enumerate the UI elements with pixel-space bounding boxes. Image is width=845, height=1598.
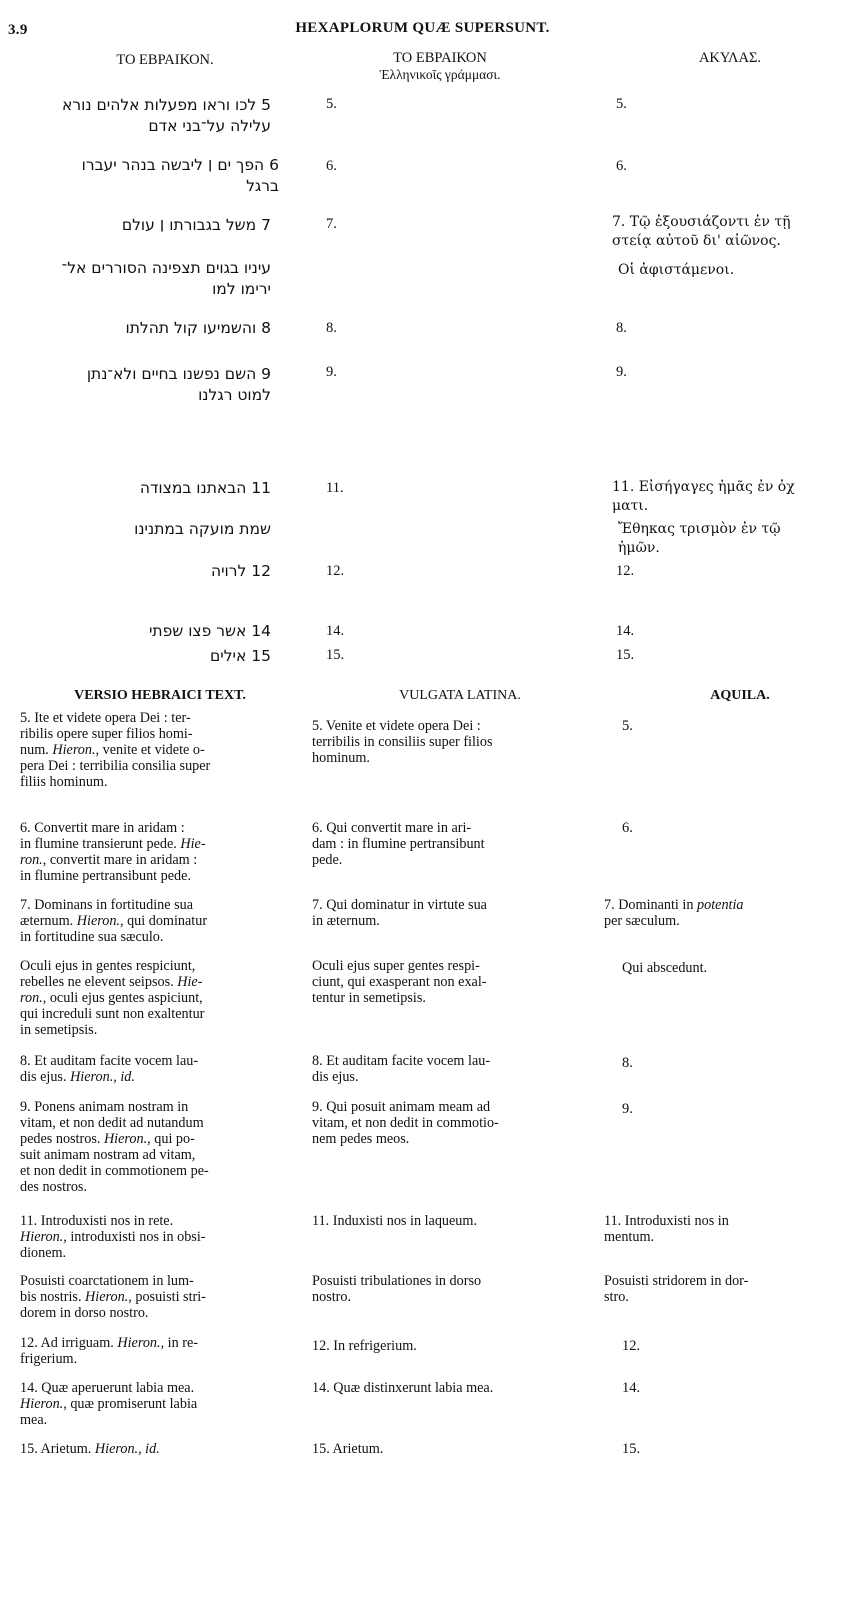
- text-line: Hieron., introduxisti nos in obsi-: [20, 1229, 206, 1245]
- text-line: in semetipsis.: [20, 1022, 98, 1038]
- text-line: 14. Quæ distinxerunt labia mea.: [312, 1380, 494, 1396]
- hebraici-v7: [20, 897, 296, 945]
- text-line: Oculi ejus in gentes respiciunt,: [20, 958, 196, 974]
- hebrew-v5: [1, 95, 271, 137]
- translit-number: 5.: [326, 96, 337, 112]
- heading-hebrew-greek-line2: Ἑλληνικοῖς γράμμασι.: [379, 67, 501, 82]
- text-line: 15. Arietum. Hieron., id.: [20, 1441, 160, 1457]
- text-line: mentum.: [604, 1229, 655, 1245]
- text-line: terribilis in consiliis super filios: [312, 734, 493, 750]
- text-line: per sæculum.: [604, 913, 680, 929]
- vulgata-v7: [312, 897, 590, 929]
- text-line: 9. Qui posuit animam meam ad: [312, 1099, 491, 1115]
- heading-hebrew-greek-letters: [340, 50, 540, 83]
- translit-number: 11.: [326, 480, 344, 496]
- text-line: ciunt, qui exasperant non exal-: [312, 974, 487, 990]
- vulgata-v8: [312, 1053, 590, 1085]
- text-line: dorem in dorso nostro.: [20, 1305, 149, 1321]
- text-line: Qui abscedunt.: [622, 960, 708, 976]
- text-line: 6. Qui convertit mare in ari-: [312, 820, 472, 836]
- text-line: 11. Introduxisti nos in rete.: [20, 1213, 174, 1229]
- aquila-greek-number: 8.: [616, 320, 627, 336]
- page-number: 3.9: [8, 22, 28, 38]
- text-line: nem pedes meos.: [312, 1131, 410, 1147]
- hebrew-v12: 12 לרויה: [210, 562, 271, 580]
- hebrew-line: ברגל: [246, 177, 279, 195]
- text-line: 14. Quæ aperuerunt labia mea.: [20, 1380, 195, 1396]
- text-line: Posuisti tribulationes in dorso: [312, 1273, 482, 1289]
- aquila-latin-number: 15.: [622, 1441, 641, 1457]
- heading-hebrew-text: ΤΟ ΕΒΡΑΙΚΟΝ.: [116, 52, 214, 68]
- vulgata-v15: [312, 1441, 590, 1457]
- text-line: mea.: [20, 1412, 48, 1428]
- aquila-latin-number: 8.: [622, 1055, 633, 1071]
- text-line: 6. Convertit mare in aridam :: [20, 820, 185, 836]
- text-line: 11. Introduxisti nos in: [604, 1213, 729, 1229]
- aquila-latin-number: 6.: [622, 820, 633, 836]
- text-line: qui increduli sunt non exaltentur: [20, 1006, 205, 1022]
- hebraici-v11: [20, 1213, 296, 1261]
- hebrew-v7b: [1, 258, 271, 300]
- text-line: 11. Induxisti nos in laqueum.: [312, 1213, 477, 1229]
- text-line: in flumine pertransibunt pede.: [20, 868, 191, 884]
- aquila-greek-number: 14.: [616, 623, 635, 639]
- hebraici-v15: [20, 1441, 296, 1457]
- greek-line: 7. Τῷ ἐξουσιάζοντι ἐν τῇ: [612, 214, 791, 230]
- text-line: nostro.: [312, 1289, 352, 1305]
- text-line: 12. In refrigerium.: [312, 1338, 417, 1354]
- aquila-latin-number: 12.: [622, 1338, 641, 1354]
- hebrew-v6: [9, 155, 279, 197]
- text-line: 8. Et auditam facite vocem lau-: [20, 1053, 199, 1069]
- hebraici-v14: [20, 1380, 296, 1428]
- aquila-latin-v11b: [604, 1273, 844, 1305]
- greek-line: ἡμῶν.: [618, 540, 660, 556]
- text-line: bis nostris. Hieron., posuisti stri-: [20, 1289, 206, 1305]
- text-line: rebelles ne elevent seipsos. Hie-: [20, 974, 203, 990]
- hebraici-v11b: [20, 1273, 296, 1321]
- text-line: num. Hieron., venite et videte o-: [20, 742, 205, 758]
- hebrew-line: 9 השם נפשנו בחיים ולא־נתן: [86, 365, 271, 383]
- hebrew-v8: 8 והשמיעו קול תהלתו: [125, 319, 271, 337]
- text-line: pede.: [312, 852, 343, 868]
- text-line: Oculi ejus super gentes respi-: [312, 958, 480, 974]
- translit-number: 6.: [326, 158, 337, 174]
- text-line: filiis hominum.: [20, 774, 108, 790]
- aquila-greek-number: 12.: [616, 563, 635, 579]
- text-line: des nostros.: [20, 1179, 87, 1195]
- text-line: dionem.: [20, 1245, 67, 1261]
- heading-hebrew-greek-line1: ΤΟ ΕΒΡΑΙΚΟΝ: [393, 50, 487, 66]
- text-line: in fortitudine sua sæculo.: [20, 929, 164, 945]
- vulgata-v12: [312, 1338, 590, 1354]
- text-line: tentur in semetipsis.: [312, 990, 426, 1006]
- aquila-latin-v11: [604, 1213, 844, 1245]
- text-line: 8. Et auditam facite vocem lau-: [312, 1053, 491, 1069]
- hebrew-line: 5 לכו וראו מפעלות אלהים נורא: [61, 96, 271, 114]
- text-line: vitam, et non dedit ad nutandum: [20, 1115, 204, 1131]
- text-line: 7. Qui dominatur in virtute sua: [312, 897, 487, 913]
- vulgata-v5: [312, 718, 590, 766]
- text-line: æternum. Hieron., qui dominatur: [20, 913, 208, 929]
- translit-number: 9.: [326, 364, 337, 380]
- aquila-greek-number: 6.: [616, 158, 627, 174]
- text-line: ribilis opere super filios homi-: [20, 726, 193, 742]
- aquila-greek-v7: [612, 213, 844, 251]
- heading-aquila-greek: ΑΚΥΛΑΣ.: [698, 50, 762, 66]
- aquila-greek-number: 15.: [616, 647, 635, 663]
- vulgata-v14: [312, 1380, 590, 1396]
- greek-line: στείᾳ αὐτοῦ δι' αἰῶνος.: [612, 233, 781, 249]
- translit-number: 8.: [326, 320, 337, 336]
- greek-line: Ἔθηκας τρισμὸν ἐν τῷ: [618, 521, 781, 537]
- vulgata-v11: [312, 1213, 590, 1229]
- text-line: Hieron., quæ promiserunt labia: [20, 1396, 198, 1412]
- text-line: dis ejus. Hieron., id.: [20, 1069, 135, 1085]
- hebraici-v6: [20, 820, 296, 884]
- aquila-latin-number: 5.: [622, 718, 633, 734]
- greek-line: ματι.: [612, 498, 649, 514]
- text-line: Posuisti stridorem in dor-: [604, 1273, 749, 1289]
- hebrew-v11b: שמת מועקה במתנינו: [134, 520, 271, 538]
- aquila-greek-number: 5.: [616, 96, 627, 112]
- text-line: in flumine transierunt pede. Hie-: [20, 836, 206, 852]
- text-line: dam : in flumine pertransibunt: [312, 836, 485, 852]
- text-line: frigerium.: [20, 1351, 78, 1367]
- hebrew-v14: 14 אשר פצו שפתי: [148, 622, 271, 640]
- aquila-latin-number: 14.: [622, 1380, 641, 1396]
- translit-number: 14.: [326, 623, 345, 639]
- text-line: 7. Dominanti in potentia: [604, 897, 744, 913]
- text-line: 5. Venite et videte opera Dei :: [312, 718, 481, 734]
- aquila-latin-v7b: [622, 960, 842, 976]
- greek-line: 11. Εἰσήγαγες ἡμᾶς ἐν ὀχ: [612, 479, 795, 495]
- hebrew-v7: 7 משל בגבורתו ׀ עולם: [121, 216, 271, 234]
- heading-vulgata-latina: VULGATA LATINA.: [399, 688, 521, 703]
- heading-versio-hebraici: VERSIO HEBRAICI TEXT.: [74, 688, 246, 703]
- aquila-greek-number: 9.: [616, 364, 627, 380]
- hebrew-line: למוט רגלנו: [198, 386, 271, 404]
- aquila-greek-v11: [612, 478, 844, 516]
- text-line: ron., convertit mare in aridam :: [20, 852, 198, 868]
- aquila-greek-v11b: [618, 520, 844, 558]
- text-line: 15. Arietum.: [312, 1441, 384, 1457]
- translit-number: 12.: [326, 563, 345, 579]
- vulgata-v9: [312, 1099, 590, 1147]
- translit-number: 7.: [326, 216, 337, 232]
- hebrew-line: ירימו למו: [212, 280, 271, 298]
- vulgata-v6: [312, 820, 590, 868]
- hebrew-line: עלילה על־בני אדם: [148, 117, 271, 135]
- text-line: in æternum.: [312, 913, 380, 929]
- running-title: HEXAPLORUM QUÆ SUPERSUNT.: [295, 20, 550, 36]
- hebrew-v15: 15 אילים: [209, 647, 271, 665]
- text-line: 5. Ite et videte opera Dei : ter-: [20, 710, 191, 726]
- vulgata-v7b: [312, 958, 590, 1006]
- text-line: stro.: [604, 1289, 629, 1305]
- hebraici-v7b: [20, 958, 296, 1038]
- aquila-latin-v7: [604, 897, 844, 929]
- hebraici-v9: [20, 1099, 296, 1195]
- hebraici-v5: [20, 710, 296, 790]
- text-line: 12. Ad irriguam. Hieron., in re-: [20, 1335, 198, 1351]
- text-line: et non dedit in commotionem pe-: [20, 1163, 209, 1179]
- text-line: ron., oculi ejus gentes aspiciunt,: [20, 990, 203, 1006]
- vulgata-v11b: [312, 1273, 590, 1305]
- text-line: suit animam nostram ad vitam,: [20, 1147, 196, 1163]
- text-line: 9. Ponens animam nostram in: [20, 1099, 189, 1115]
- heading-aquila-latin: AQUILA.: [710, 688, 770, 703]
- hebrew-line: עיניו בגוים תצפינה הסוררים אל־: [61, 259, 271, 277]
- aquila-latin-number: 9.: [622, 1101, 633, 1117]
- hebraici-v8: [20, 1053, 296, 1085]
- text-line: dis ejus.: [312, 1069, 359, 1085]
- text-line: pedes nostros. Hieron., qui po-: [20, 1131, 195, 1147]
- text-line: hominum.: [312, 750, 370, 766]
- hebrew-v9: [1, 364, 271, 406]
- aquila-greek-v7b: Οἱ ἀφιστάμενοι.: [618, 262, 735, 278]
- hebrew-v11: 11 הבאתנו במצודה: [139, 479, 271, 497]
- hebraici-v12: [20, 1335, 296, 1367]
- text-line: vitam, et non dedit in commotio-: [312, 1115, 499, 1131]
- text-line: pera Dei : terribilia consilia super: [20, 758, 211, 774]
- text-line: 7. Dominans in fortitudine sua: [20, 897, 193, 913]
- text-line: Posuisti coarctationem in lum-: [20, 1273, 194, 1289]
- hebrew-line: 6 הפך ים ׀ ליבשה בנהר יעברו: [81, 156, 279, 174]
- translit-number: 15.: [326, 647, 345, 663]
